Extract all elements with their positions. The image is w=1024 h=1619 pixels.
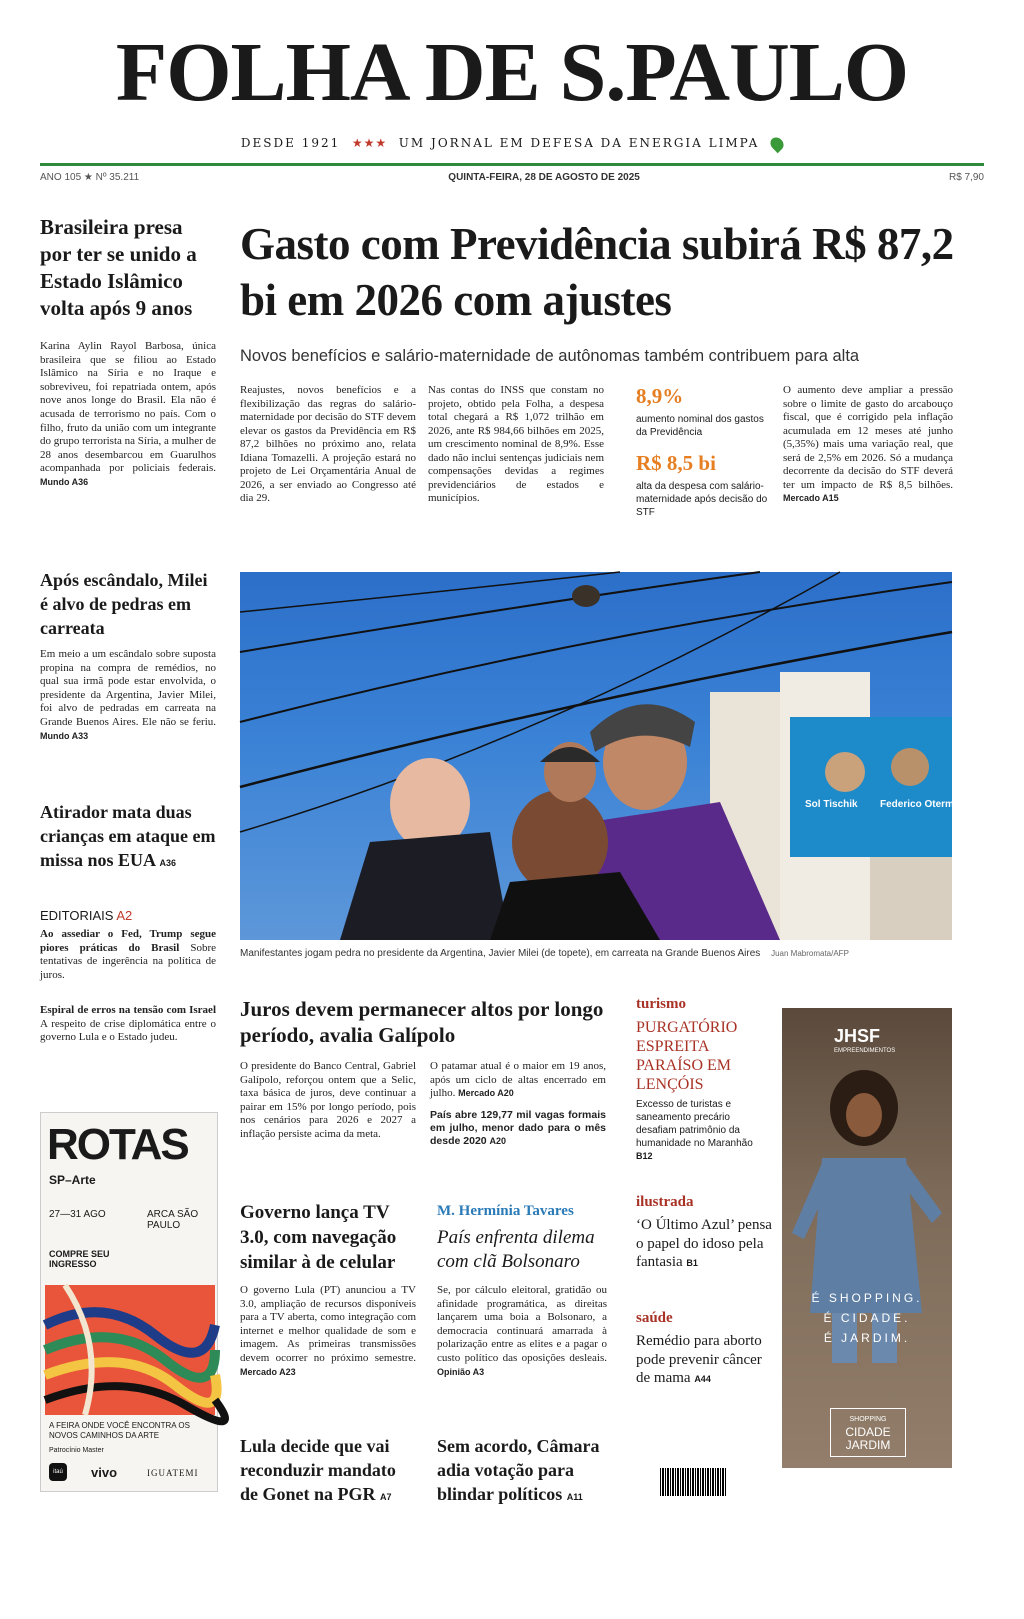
lead-stats xyxy=(636,384,776,519)
story-headline-text: Lula decide que vai reconduzir mandato de Gonet na PGR xyxy=(240,1436,396,1504)
photo-credit: Juan Mabromata/AFP xyxy=(771,949,849,958)
ad-rotas-sponsor-label: Patrocínio Master xyxy=(49,1447,104,1454)
editorials-label: EDITORIAIS xyxy=(40,908,114,923)
section-ref[interactable]: A44 xyxy=(694,1374,711,1384)
slogan: UM JORNAL EM DEFESA DA ENERGIA LIMPA xyxy=(398,136,760,150)
stat1-label: aumento nominal dos gastos da Previdência xyxy=(636,414,764,438)
ad-jhsf-brand: JHSF xyxy=(834,1026,881,1046)
sponsor-logo-itau: itaú xyxy=(49,1463,67,1481)
ilustrada-story[interactable] xyxy=(636,1216,772,1273)
saude-text: Remédio para aborto pode prevenir câncer de mama xyxy=(636,1333,762,1386)
stat2-value: R$ 8,5 bi xyxy=(636,451,716,475)
juros-col2 xyxy=(430,1060,606,1148)
column-body xyxy=(437,1284,607,1379)
section-ref[interactable]: Opinião A3 xyxy=(437,1366,485,1377)
juros-col2-text: O patamar atual é o maior em 19 anos, após um ciclo de altas encerrado em julho. xyxy=(430,1060,606,1100)
column-author[interactable]: M. Hermínia Tavares xyxy=(437,1203,574,1219)
sponsor-logo-vivo: vivo xyxy=(91,1465,118,1480)
editorial-1-title: Ao assediar o Fed, Trump segue piores práticas do Brasil xyxy=(40,928,216,954)
editorial-1[interactable] xyxy=(40,928,216,982)
ad-rotas-subtitle: SP–Arte xyxy=(49,1173,96,1187)
editorial-2[interactable] xyxy=(40,1004,216,1045)
stat2-label: alta da despesa com salário-maternidade após decisão do STF xyxy=(636,481,768,518)
ad-rotas-venue: ARCA SÃO PAULO xyxy=(147,1209,199,1231)
story-headline-lula[interactable] xyxy=(240,1434,416,1509)
story-headline-isis[interactable]: Brasileira presa por ter se unido a Estado Islâmico volta após 9 anos xyxy=(40,215,197,320)
story-headline-camara[interactable] xyxy=(437,1434,613,1509)
lead-col4 xyxy=(783,384,953,506)
story-headline-text: Sem acordo, Câmara adia votação para blindar políticos xyxy=(437,1436,600,1504)
section-ref[interactable]: Mundo A36 xyxy=(40,476,89,487)
editorial-2-text: A respeito de crise diplomática entre o governo Lula e o Estado judeu. xyxy=(40,1017,216,1044)
ad-rotas-dates: 27—31 AGO xyxy=(49,1209,106,1220)
ad-rotas-cta[interactable]: COMPRE SEU INGRESSO xyxy=(49,1249,110,1269)
story-text: Em meio a um escândalo sobre suposta propina na compra de remédios, no qual sua irmã pode estar envolvida, o presidente da Argentina, Javier Milei, foi alvo de pedradas em carreata na Grande Buenos Aires. Ele não se feriu. xyxy=(40,648,216,728)
editorials-heading xyxy=(40,908,216,923)
section-ref[interactable]: A7 xyxy=(380,1492,392,1502)
story-headline-milei[interactable]: Após escândalo, Milei é alvo de pedras em carreata xyxy=(40,570,208,638)
section-ref[interactable]: B12 xyxy=(636,1151,653,1161)
editorial-2-title: Espiral de erros na tensão com Israel xyxy=(40,1004,216,1016)
juros-col1: O presidente do Banco Central, Gabriel Galípolo, reforçou ontem que a Selic, taxa básica de juros, deve continuar a pairar em 15% por longo período, pois nos cenários para 2026 e 2027 a inflação persiste acima da meta. xyxy=(240,1060,416,1140)
story-headline-juros[interactable]: Juros devem permanecer altos por longo período, avalia Galípolo xyxy=(240,997,604,1047)
lead-headline[interactable]: Gasto com Previdência subirá R$ 87,2 bi em 2026 com ajustes xyxy=(240,219,954,325)
story-body-tv xyxy=(240,1284,416,1379)
section-ref[interactable]: Mundo A33 xyxy=(40,730,89,741)
ad-rotas-artwork xyxy=(45,1285,215,1415)
story-headline-tv[interactable]: Governo lança TV 3.0, com navegação similar à de celular xyxy=(240,1202,397,1273)
section-saude[interactable]: saúde xyxy=(636,1310,673,1326)
lead-subhead: Novos benefícios e salário-maternidade de autônomas também contribuem para alta xyxy=(240,347,860,365)
edition-number: ANO 105 ★ Nº 35.211 xyxy=(40,172,140,183)
dateline xyxy=(40,172,984,183)
juros-jobs[interactable] xyxy=(430,1109,606,1148)
photo-caption xyxy=(240,948,952,959)
editorials-page: A2 xyxy=(116,908,133,923)
ad-jhsf-slogan xyxy=(782,1288,952,1348)
stone-icon xyxy=(572,585,600,607)
editorial-1-text: Sobre tentativas de ingerência na política de juros. xyxy=(40,941,216,981)
ad-rotas-title: ROTAS xyxy=(47,1120,188,1169)
main-photo[interactable] xyxy=(240,572,963,940)
section-ref[interactable]: Mercado A23 xyxy=(240,1366,296,1377)
lead-col4-text: O aumento deve ampliar a pressão sobre o limite de gasto do arcabouço fiscal, que é corrigido pela inflação acumulada em 12 meses até junho (5,35%) mais uma variação real, que será de 2,5% em 2026. Só a mudança decorrente da decisão do STF deverá ter um impacto de R$ 8,5 bilhões. xyxy=(783,384,953,491)
billboard-name-1: Sol Tischik xyxy=(805,799,858,810)
billboard-name-2: Federico Otermin xyxy=(880,799,963,810)
saude-story[interactable] xyxy=(636,1332,772,1389)
ad-rotas-tagline: A FEIRA ONDE VOCÊ ENCONTRA OS NOVOS CAMINHOS DA ARTE xyxy=(49,1421,190,1440)
section-ref[interactable]: A20 xyxy=(489,1135,507,1146)
turismo-headline[interactable]: PURGATÓRIO ESPREITA PARAÍSO EM LENÇÓIS xyxy=(636,1019,738,1093)
sponsor-logo-iguatemi: IGUATEMI xyxy=(147,1468,199,1478)
ad-jhsf-line3: É JARDIM. xyxy=(823,1331,911,1345)
ad-jhsf-line2: É CIDADE. xyxy=(823,1311,911,1325)
section-ref[interactable]: B1 xyxy=(686,1258,698,1268)
leaf-icon xyxy=(768,134,786,152)
story-body-milei xyxy=(40,648,216,743)
section-ref[interactable]: A36 xyxy=(159,858,177,868)
photo-illustration xyxy=(240,572,963,940)
ad-rotas-sparte[interactable] xyxy=(40,1112,218,1492)
lead-col1: Reajustes, novos benefícios e a flexibilização das regras do salário-maternidade por decisão do STF devem elevar os gastos da Previdência em R$ 87,2 bilhões no próximo ano, relata Idiana Tomazelli. A projeção estará no projeto de Lei Orçamentária Anual de 2026, a ser enviado ao Congresso até dia 29. xyxy=(240,384,416,504)
ad-jhsf-footer3: JARDIM xyxy=(845,1438,891,1452)
masthead-rule xyxy=(40,163,984,166)
masthead-title: FOLHA DE S.PAULO xyxy=(115,26,909,119)
section-ilustrada[interactable]: ilustrada xyxy=(636,1194,694,1210)
ad-jhsf-line1: É SHOPPING. xyxy=(811,1291,923,1305)
ad-jhsf[interactable] xyxy=(782,1008,952,1468)
section-ref[interactable]: A11 xyxy=(566,1492,583,1502)
lead-col2: Nas contas do INSS que constam no projeto, obtido pela Folha, a despesa total chegará a R$ 1,072 trilhão em 2026, ante R$ 984,66 bilhões em 2025, um crescimento nominal de 8,9%. Esse dado não inclui sentenças judiciais nem compensações devidas a regimes previdenciários de estados e municípios. xyxy=(428,384,604,504)
stat1-value: 8,9% xyxy=(636,384,684,408)
section-turismo[interactable]: turismo xyxy=(636,996,686,1012)
column-text: Se, por cálculo eleitoral, gratidão ou afinidade programática, as direitas lançarem uma boia a Bolsonaro, a democracia continuará amarrada à polarização entre as elites e a pagar o custo político das oposições desleais. xyxy=(437,1284,607,1364)
barcode xyxy=(660,1468,726,1496)
masthead-tagline xyxy=(0,136,1024,151)
turismo-body xyxy=(636,1098,772,1163)
ad-jhsf-footer-logo xyxy=(830,1408,906,1457)
since-label: DESDE 1921 xyxy=(240,136,341,150)
story-text: O governo Lula (PT) anunciou a TV 3.0, ampliação de recursos disponíveis para a TV aberta, como integração com internet e melhor qualidade de som e imagem. As primeiras transmissões devem ocorrer no próximo semestre. xyxy=(240,1284,416,1364)
ad-jhsf-footer2: CIDADE xyxy=(845,1425,891,1439)
juros-jobs-text: País abre 129,77 mil vagas formais em julho, menor dado para o mês desde 2020 xyxy=(430,1108,606,1147)
price: R$ 7,90 xyxy=(948,172,984,183)
ad-jhsf-footer1: SHOPPING xyxy=(849,1416,887,1423)
column-title[interactable]: País enfrenta dilema com clã Bolsonaro xyxy=(437,1227,595,1272)
ad-jhsf-brand-sub: EMPREENDIMENTOS xyxy=(834,1048,896,1054)
date: QUINTA-FEIRA, 28 DE AGOSTO DE 2025 xyxy=(448,172,640,183)
ilustrada-text: ‘O Último Azul’ pensa o papel do idoso pela fantasia xyxy=(636,1217,772,1270)
story-headline-shooter[interactable] xyxy=(40,800,216,875)
story-text: Karina Aylin Rayol Barbosa, única brasileira que se filiou ao Estado Islâmico na Síria e no Iraque e sobreviveu, foi repatriada ontem, após nove anos longe do Brasil. Ela não é acusada de terrorismo no país. Com o filho, fruto da união com um integrante do grupo terrorista na Síria, a mulher de 28 anos desembarcou em Guarulhos acompanhada por policiais federais. xyxy=(40,340,216,475)
section-ref[interactable]: Mercado A20 xyxy=(458,1088,514,1099)
caption-text: Manifestantes jogam pedra no presidente da Argentina, Javier Milei (de topete), em carreata na Grande Buenos Aires xyxy=(240,948,761,959)
stars-icon: ★★★ xyxy=(351,136,388,150)
story-headline-text: Atirador mata duas crianças em ataque em missa nos EUA xyxy=(40,802,216,870)
section-ref[interactable]: Mercado A15 xyxy=(783,493,839,503)
turismo-text: Excesso de turistas e saneamento precário desafiam patrimônio da humanidade no Maranhão xyxy=(636,1099,753,1149)
story-body-isis xyxy=(40,340,216,490)
